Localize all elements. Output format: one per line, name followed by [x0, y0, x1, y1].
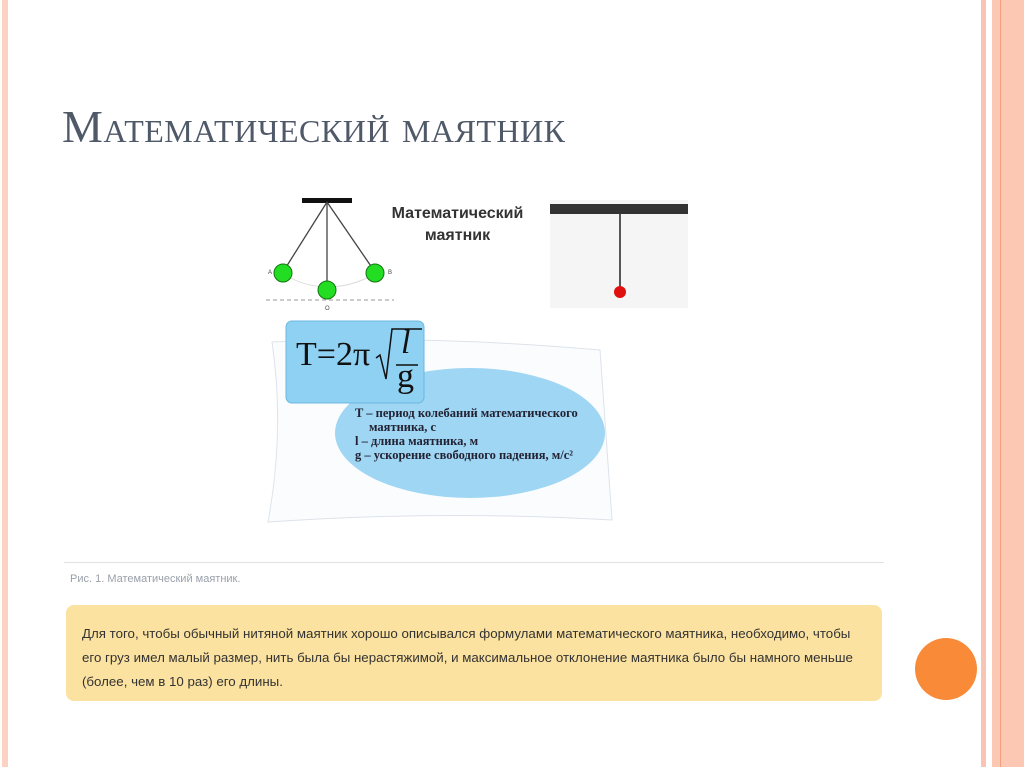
decorative-circle [915, 638, 977, 700]
slide-title: Математический маятник [62, 101, 566, 152]
formula-coef: 2π [335, 336, 371, 373]
figure-title-line1: Математический [391, 205, 524, 222]
formula-legend [355, 406, 578, 462]
figure-caption: Рис. 1. Математический маятник. [70, 573, 241, 585]
label-a: A [268, 270, 273, 276]
divider [64, 562, 884, 563]
legend-line: маятника, с [369, 420, 437, 434]
pendulum-diagram-right [550, 200, 688, 308]
formula-denominator: g [397, 358, 414, 395]
legend-line: l – длина маятника, м [355, 434, 479, 448]
formula-lhs: T [296, 336, 317, 373]
formula-eq: = [316, 336, 336, 373]
note-box: Для того, чтобы обычный нитяной маятник хорошо описывался формулами математического маятника, необходимо, чтобы его груз имел малый размер, нить была бы нерастяжимой, и максимальное отклонение маятника было бы намного меньше (более, чем в 10 раз) его длины. [66, 605, 882, 701]
formula-numerator: l [401, 324, 411, 361]
label-b: B [388, 270, 393, 276]
legend-line: g – ускорение свободного падения, м/с² [355, 448, 574, 462]
figure-title [375, 203, 540, 247]
label-o: O [325, 306, 330, 312]
period-formula [296, 324, 414, 395]
legend-line: T – период колебаний математического [355, 406, 578, 420]
figure-title-line2: маятник [424, 227, 491, 244]
